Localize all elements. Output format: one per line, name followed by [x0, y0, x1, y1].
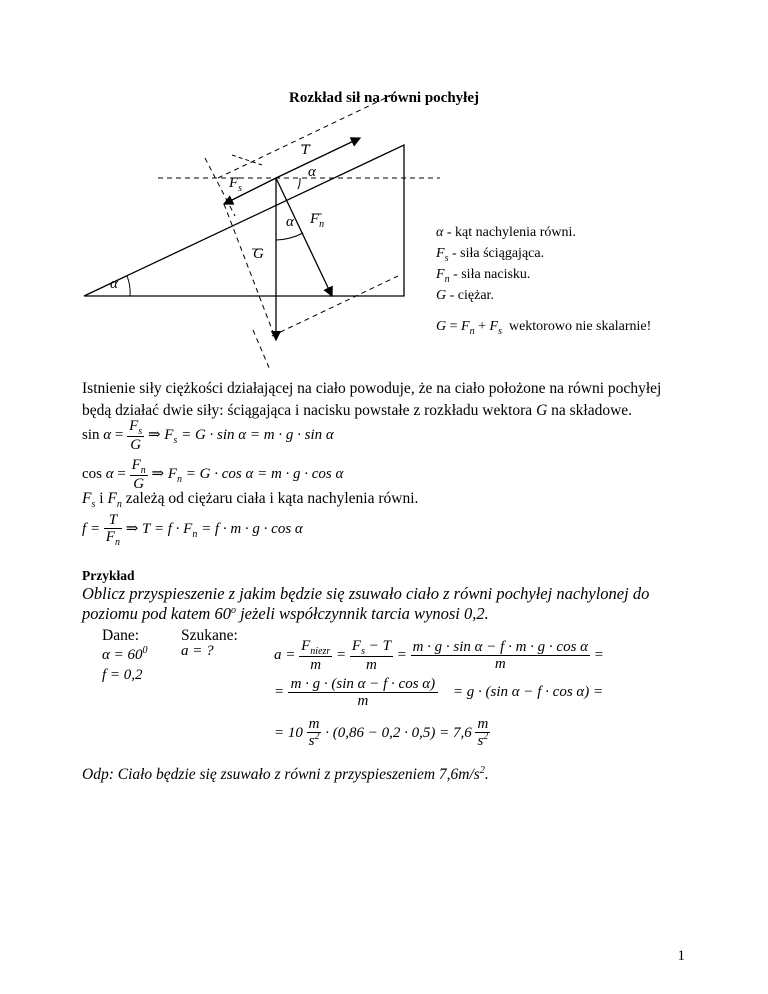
page-title: Rozkład sił na równi pochyłej: [288, 90, 480, 106]
solution-line-3: = 10 $\frac{m}{s^2}$ · (0,86 − 0,2 · 0,5) = 7,6 $\frac{m}{s^2}$: [274, 716, 489, 749]
alpha-top-label: α: [308, 164, 316, 180]
answer-text: Odp: Ciało będzie się zsuwało z równi z przyspieszeniem $7,6m/s^2$.: [82, 765, 489, 783]
incline-parallel-dashed-lower: [272, 276, 398, 336]
formula-sin: sin α = $\frac{F_s}{G}$ ⇒ $F_s = G \cdot \sin \alpha = m \cdot g \cdot \sin \alpha$: [82, 418, 334, 453]
given-label: Dane:: [102, 627, 140, 644]
fs-label: $F_s$: [229, 175, 243, 194]
sought-a: a = ?: [181, 643, 214, 659]
vector-equation: $G = F_n + F_s$ wektorowo nie skalarnie!: [436, 319, 652, 337]
dependency-note: $F_s$ i $F_n$ zależą od ciężaru ciała i kąta nachylenia równi.: [82, 490, 419, 510]
task-line-1: Oblicz przyspieszenie z jakim będzie się zsuwało ciało z równi pochyłej nachylonej do: [82, 584, 650, 603]
angle-arc-mid: [276, 233, 303, 240]
angle-arc-top: [298, 178, 300, 189]
t-label: T: [301, 142, 310, 158]
sought-label: Szukane:: [181, 627, 238, 644]
solution-line-2: = $\frac{\text{m · g · (sin α − f · cos α)}}{m}$ = g · (sin α − f · cos α) =: [274, 676, 604, 709]
given-f: f = 0,2: [102, 667, 143, 683]
perpendicular-dashed-mid: [232, 155, 262, 165]
legend-fn: $F_n$ - siła nacisku.: [436, 267, 531, 285]
fn-label: $F_n$: [310, 211, 325, 230]
incline-parallel-dashed-upper: [218, 94, 394, 178]
intro-line-2: będą działać dwie siły: ściągająca i nacisku powstałe z rozkładu wektora G na składowe.: [82, 402, 633, 419]
alpha-base-label: α: [110, 276, 118, 292]
task-line-2: poziomu pod katem 60$^o$ jeżeli współczynnik tarcia wynosi 0,2.: [82, 604, 489, 623]
legend-fs: $F_s$ - siła ściągająca.: [436, 246, 545, 264]
fn-vector: [276, 178, 332, 296]
angle-arc-base: [127, 276, 130, 296]
alpha-mid-label: α: [286, 214, 294, 230]
section-heading: Przykład: [82, 568, 135, 583]
incline-triangle: [84, 145, 404, 296]
perpendicular-dashed-right: [253, 330, 270, 370]
solution-line-1: a = $\frac{F_{niezr}}{m}$ = $\frac{F_s - T}{m}$ = $\frac{\text{m · g · sin α − f · m · g · cos α}}{m}$ =: [274, 638, 604, 673]
given-alpha: $\alpha = 60^0$: [102, 645, 148, 663]
page-number: 1: [677, 948, 685, 964]
legend-g: G - ciężar.: [436, 288, 494, 303]
g-label: G: [253, 246, 264, 262]
formula-friction: f = $\frac{T}{F_n}$ ⇒ $T = f \cdot F_n = f \cdot m \cdot g \cdot \cos \alpha$: [82, 512, 303, 548]
legend-alpha: α - kąt nachylenia równi.: [436, 225, 576, 240]
parallelogram-side: [224, 204, 276, 340]
formula-cos: cos α = $\frac{F_n}{G}$ ⇒ $F_n = G \cdot \cos \alpha = m \cdot g \cdot \cos \alpha$: [82, 457, 344, 492]
intro-line-1: Istnienie siły ciężkości działającej na ciało powoduje, że na ciało położone na równi pochyłej: [82, 380, 662, 397]
